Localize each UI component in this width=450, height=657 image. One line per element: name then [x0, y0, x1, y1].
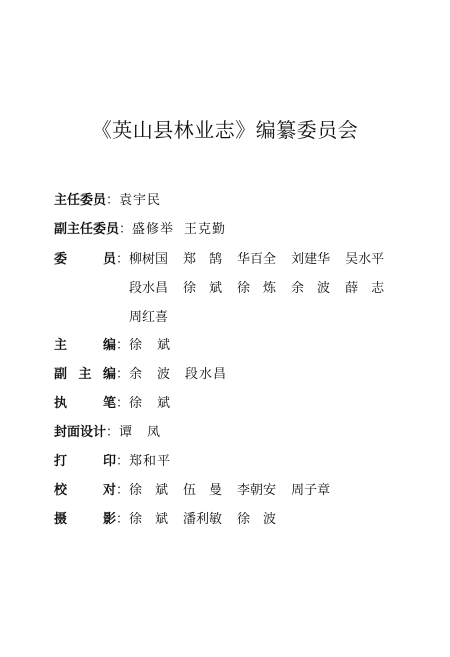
proofreading-row: [54, 481, 330, 499]
label-char: 摄: [54, 512, 68, 527]
member-name: 吴水平: [345, 252, 385, 267]
photography-names: [129, 510, 276, 529]
vice-director-label: 副主任委员: [54, 222, 120, 237]
typing-colon: ：: [116, 454, 130, 469]
proofreading-label: [54, 482, 116, 500]
members-line-3: [129, 308, 183, 327]
label-char: 笔: [102, 396, 116, 411]
chief-editor-name: 徐 斌: [129, 338, 172, 353]
deputy-editor-label: [54, 366, 116, 384]
label-char: 影: [102, 512, 116, 527]
deputy-editor-colon: ：: [116, 367, 130, 382]
chief-editor-label: [54, 337, 116, 355]
member-name: 刘建华: [291, 252, 331, 267]
cover-design-row: [54, 423, 161, 441]
label-char: 编: [102, 338, 116, 353]
member-name: 华百全: [237, 252, 277, 267]
label-char: 执: [54, 396, 68, 411]
writer-name: 徐 斌: [129, 396, 172, 411]
proofreader-name: 徐 斌: [129, 483, 169, 498]
writer-colon: ：: [116, 396, 130, 411]
members-line-1: [129, 250, 384, 269]
deputy-editor-row: [54, 365, 227, 383]
page-title: 《英山县林业志》编纂委员会: [91, 118, 359, 142]
member-name: 余 波: [291, 281, 331, 296]
director-label: 主任委员: [54, 193, 107, 208]
member-name: 薛 志: [345, 281, 385, 296]
photography-colon: ：: [116, 512, 130, 527]
label-char: 编: [102, 367, 116, 382]
cover-design-colon: ：: [106, 425, 120, 440]
deputy-editor-name: 余 波: [129, 367, 172, 382]
cover-design-label: 封面设计: [54, 425, 107, 440]
director-name: 袁宇民: [119, 193, 162, 208]
proofreading-names: [129, 481, 330, 500]
deputy-editor-name: 段水昌: [185, 367, 228, 382]
member-name: 柳树国: [129, 252, 169, 267]
label-char: 委: [54, 252, 68, 267]
photography-row: [54, 510, 276, 528]
members-row: [54, 250, 384, 268]
member-name: 徐 斌: [183, 281, 223, 296]
label-char: 员: [102, 252, 116, 267]
proofreader-name: 李朝安: [237, 483, 277, 498]
chief-editor-row: [54, 336, 171, 354]
typing-row: [54, 452, 171, 470]
photography-label: [54, 511, 116, 529]
label-char: 主: [54, 338, 68, 353]
photographer-name: 徐 斌: [129, 512, 169, 527]
member-name: 周红喜: [129, 310, 169, 325]
photographer-name: 潘利敏: [183, 512, 223, 527]
members-label: [54, 251, 116, 269]
proofreading-colon: ：: [116, 483, 130, 498]
label-char: 主: [78, 367, 92, 382]
label-char: 对: [102, 483, 116, 498]
member-name: 郑 鹄: [183, 252, 223, 267]
writer-row: [54, 394, 171, 412]
photographer-name: 徐 波: [237, 512, 277, 527]
proofreader-name: 周子章: [291, 483, 331, 498]
vice-director-colon: ：: [119, 222, 133, 237]
cover-design-name: 谭 凤: [119, 425, 162, 440]
vice-director-name: 盛修举: [132, 222, 175, 237]
label-char: 校: [54, 483, 68, 498]
typing-name: 郑和平: [129, 454, 172, 469]
director-colon: ：: [106, 193, 120, 208]
typing-label: [54, 453, 116, 471]
member-name: 徐 炼: [237, 281, 277, 296]
label-char: 副: [54, 367, 68, 382]
members-colon: ：: [116, 252, 130, 267]
label-char: 印: [102, 454, 116, 469]
member-name: 段水昌: [129, 281, 169, 296]
vice-director-row: [54, 220, 226, 238]
label-char: 打: [54, 454, 68, 469]
director-row: [54, 191, 161, 209]
members-line-2: [129, 279, 399, 298]
chief-editor-colon: ：: [116, 338, 130, 353]
writer-label: [54, 395, 116, 413]
vice-director-name: 王克勤: [184, 222, 227, 237]
proofreader-name: 伍 曼: [183, 483, 223, 498]
